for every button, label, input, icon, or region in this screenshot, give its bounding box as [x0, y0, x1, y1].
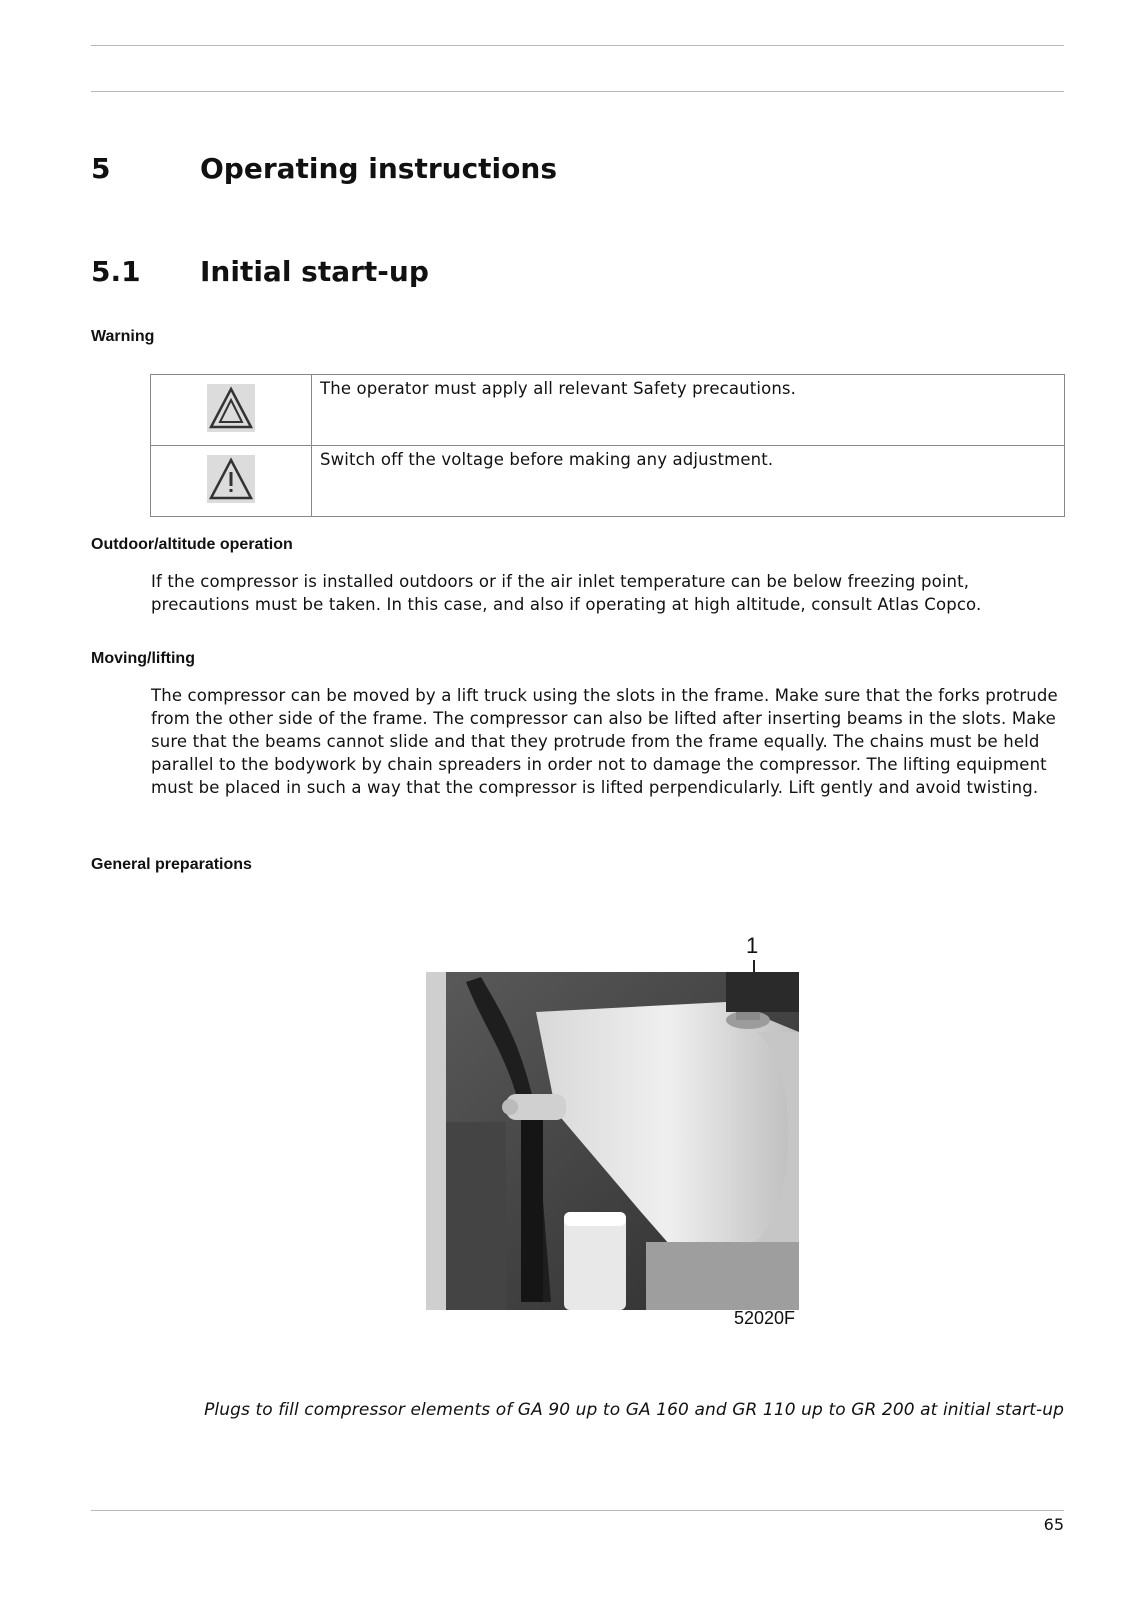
moving-heading: Moving/lifting [91, 650, 195, 667]
compressor-photo [426, 972, 799, 1310]
warning-text: The operator must apply all relevant Safety precautions. [312, 375, 1065, 446]
general-heading: General preparations [91, 856, 252, 873]
chapter-title: Operating instructions [200, 152, 557, 185]
warning-table [150, 374, 1065, 517]
section-number: 5.1 [91, 255, 141, 288]
top-rule-2 [91, 91, 1064, 92]
page-number: 65 [1043, 1515, 1064, 1534]
figure-id: 52020F [734, 1308, 796, 1328]
warning-heading: Warning [91, 328, 155, 345]
outdoor-heading: Outdoor/altitude operation [91, 536, 293, 553]
bottom-rule [91, 1510, 1064, 1511]
chapter-number: 5 [91, 152, 111, 185]
callout-number: 1 [746, 933, 759, 958]
warning-text: Switch off the voltage before making any adjustment. [312, 446, 1065, 517]
warning-triangle-icon [207, 384, 255, 432]
warning-icon-cell [151, 375, 312, 446]
warning-row [151, 446, 1065, 517]
outdoor-paragraph: If the compressor is installed outdoors or if the air inlet temperature can be below freezing point, precautions must be taken. In this case, and also if operating at high altitude, consult Atlas Copco. [151, 572, 982, 614]
warning-row [151, 375, 1065, 446]
section-title: Initial start-up [200, 255, 429, 288]
exclamation-triangle-icon [207, 455, 255, 503]
figure-caption: Plugs to fill compressor elements of GA 90 up to GA 160 and GR 110 up to GR 200 at initial start-up [204, 1400, 1064, 1420]
compressor-figure [368, 900, 848, 1340]
warning-icon-cell [151, 446, 312, 517]
top-rule-1 [91, 45, 1064, 46]
moving-paragraph: The compressor can be moved by a lift truck using the slots in the frame. Make sure that the forks protrude from the other side of the frame. The compressor can also be lifted after inserting beams in the slots. Make sure that the beams cannot slide and that they protrude from the frame equally. The chains must be held parallel to the bodywork by chain spreaders in order not to damage the compressor. The lifting equipment must be placed in such a way that the compressor is lifted perpendicularly. Lift gently and avoid twisting. [151, 686, 1058, 797]
